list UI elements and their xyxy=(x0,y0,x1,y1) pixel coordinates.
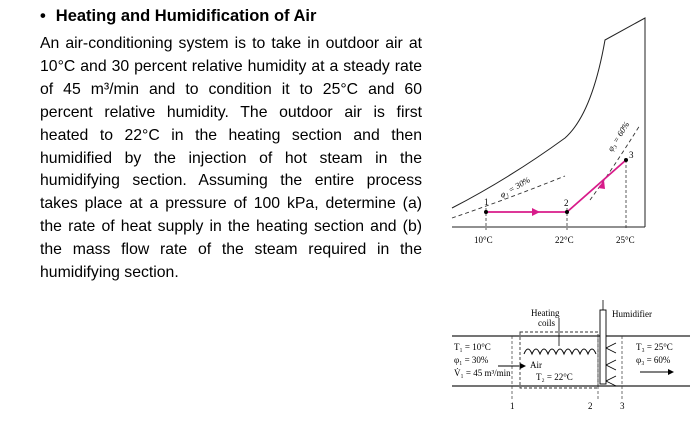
problem-statement xyxy=(40,33,422,285)
psychrometric-chart xyxy=(452,18,645,245)
air-label: Air xyxy=(530,360,542,370)
state-3-point xyxy=(624,158,628,162)
heating-coils-icon xyxy=(524,349,596,354)
rh1-curve-label: φ₁ = 30% xyxy=(498,174,532,200)
inlet-flow-label: V̇₁ = 45 m³/min xyxy=(454,368,511,378)
outlet-temp-label: T₃ = 25°C xyxy=(636,342,673,352)
humidifier-label: Humidifier xyxy=(612,309,652,319)
outlet-rh-label: φ₃ = 60% xyxy=(636,355,671,365)
state-2-point xyxy=(565,210,569,214)
temp-tick-10: 10°C xyxy=(474,235,493,245)
humidifier-pipe xyxy=(600,310,606,384)
inlet-rh-label: φ₁ = 30% xyxy=(454,355,489,365)
problem-figures xyxy=(440,0,700,424)
station-2-label: 2 xyxy=(588,401,593,411)
heating-label-line2: coils xyxy=(538,318,555,328)
inlet-temp-label: T₁ = 10°C xyxy=(454,342,491,352)
system-schematic xyxy=(452,300,690,411)
problem-paragraph: An air-conditioning system is to take in outdoor air at 10°C and 30 percent relative humidity at a steady rate of 45 m³/min and to condition it to 25°C and 60 percent relative humidity. The outdoor air is first heated to 22°C in the heating section and then humidified by the injection of hot steam in the humidifying section. Assuming the entire process takes place at a pressure of 100 kPa, determine (a) the rate of heat supply in the heating section and (b) the mass flow rate of the steam required in the humidifying section. xyxy=(40,35,422,282)
heating-label-line1: Heating xyxy=(531,308,560,318)
t2-label: T₂ = 22°C xyxy=(536,372,573,382)
state-3-label: 3 xyxy=(629,150,634,160)
temp-tick-25: 25°C xyxy=(616,235,635,245)
slide-heading xyxy=(40,7,316,26)
rh3-curve-label: φ₃ = 60% xyxy=(605,119,632,154)
station-3-label: 3 xyxy=(620,401,625,411)
state-2-label: 2 xyxy=(564,198,569,208)
bullet-marker: • xyxy=(40,7,46,25)
steam-jet-icon xyxy=(606,343,616,386)
state-1-point xyxy=(484,210,488,214)
heading-text: Heating and Humidification of Air xyxy=(55,7,317,25)
temp-tick-22: 22°C xyxy=(555,235,574,245)
humidification-process-line xyxy=(567,160,626,212)
station-1-label: 1 xyxy=(510,401,515,411)
state-1-label: 1 xyxy=(484,197,489,207)
